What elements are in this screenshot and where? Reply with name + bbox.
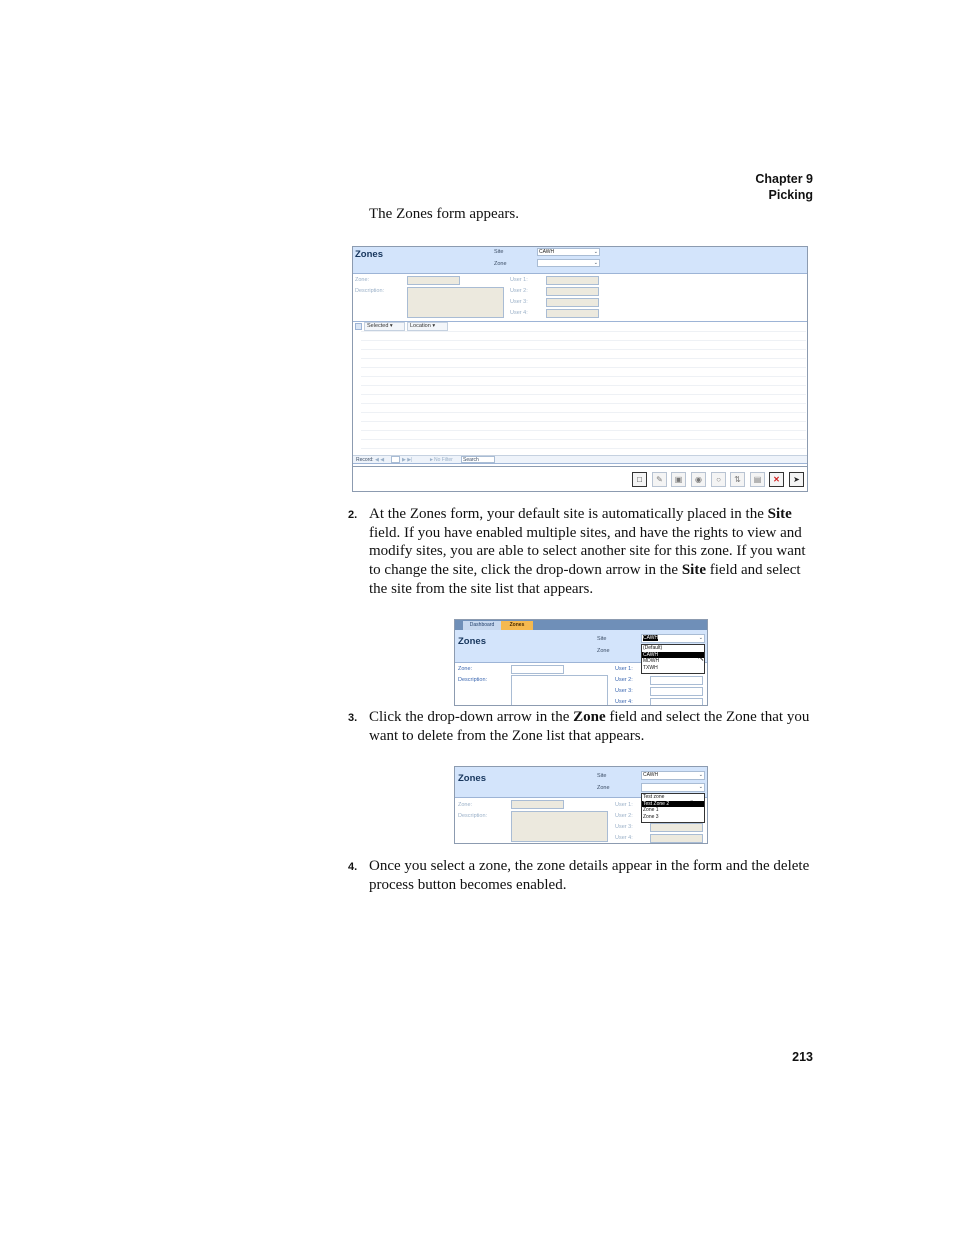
zones-form-screenshot: [352, 246, 808, 492]
process-icon[interactable]: ◉: [691, 472, 706, 487]
save-icon[interactable]: ▣: [671, 472, 686, 487]
zone-option[interactable]: Test zone: [643, 794, 665, 800]
user3-input[interactable]: [650, 687, 703, 696]
zone-label: Zone: [597, 648, 610, 654]
zone-input[interactable]: [407, 276, 460, 285]
form-title: Zones: [458, 636, 486, 647]
record-label: Record:: [356, 457, 374, 463]
user3-label: User 3:: [615, 688, 633, 694]
user2-label: User 2:: [615, 813, 633, 819]
new-icon[interactable]: □: [632, 472, 647, 487]
site-label: Site: [597, 636, 607, 642]
section-label: Picking: [768, 188, 813, 202]
user3-label: User 3:: [510, 299, 528, 305]
copy-icon[interactable]: ⇅: [730, 472, 745, 487]
step-text: At the Zones form, your default site is automatically placed in the Site field. If you have enabled multiple sites, and have the rights to view and modify sites, you are able to select another site for this zone. If you want to change the site, click the drop-down arrow in the Site field and select the site from the site list that appears.: [369, 506, 806, 597]
zone-input[interactable]: [511, 800, 564, 809]
select-all-checkbox[interactable]: [355, 323, 362, 330]
site-options-list[interactable]: [641, 644, 705, 674]
user4-input[interactable]: [546, 309, 599, 318]
record-nav-next[interactable]: ▶ ▶|: [402, 457, 413, 463]
column-header-selected[interactable]: Selected ▾: [364, 322, 405, 331]
user4-input[interactable]: [650, 698, 703, 706]
user3-label: User 3:: [615, 824, 633, 830]
zone-dropdown-screenshot: [454, 766, 708, 844]
user2-input[interactable]: [650, 676, 703, 685]
site-option[interactable]: (Default): [643, 645, 663, 651]
description-label: Description:: [355, 288, 385, 294]
step-4: [348, 857, 818, 894]
step-number: 4.: [348, 861, 358, 873]
site-option[interactable]: MDWH: [643, 658, 660, 664]
zone-select[interactable]: [537, 259, 600, 267]
print-icon[interactable]: ▤: [750, 472, 765, 487]
tab-dashboard[interactable]: Dashboard: [463, 621, 501, 630]
user4-label: User 4:: [510, 310, 528, 316]
zone-label: Zone: [597, 785, 610, 791]
user2-label: User 2:: [615, 677, 633, 683]
zone-field-label: Zone:: [458, 802, 473, 808]
step-number: 3.: [348, 712, 358, 724]
user2-label: User 2:: [510, 288, 528, 294]
user1-input[interactable]: [546, 276, 599, 285]
zone-option[interactable]: Zone 1: [643, 807, 659, 813]
record-navigator: [353, 455, 807, 464]
zone-input[interactable]: [511, 665, 564, 674]
step-text: Click the drop-down arrow in the Zone field and select the Zone that you want to delete from the Zone list that appears.: [369, 709, 810, 744]
user4-input[interactable]: [650, 834, 703, 843]
zone-option[interactable]: Test Zone 2: [642, 801, 704, 808]
search-input[interactable]: Search: [461, 456, 495, 463]
chevron-down-icon[interactable]: ⌄: [698, 635, 703, 641]
chevron-down-icon[interactable]: ⌄: [593, 249, 598, 255]
site-label: Site: [494, 249, 504, 255]
column-header-location[interactable]: Location ▾: [407, 322, 448, 331]
step-2: [348, 505, 818, 599]
page-number: 213: [792, 1050, 813, 1064]
exit-icon[interactable]: ➤: [789, 472, 804, 487]
no-filter-indicator[interactable]: ►No Filter: [429, 457, 453, 463]
step-3: [348, 708, 818, 745]
site-label: Site: [597, 773, 607, 779]
record-nav-buttons[interactable]: ◀ ◀: [375, 457, 385, 463]
edit-icon[interactable]: ✎: [652, 472, 667, 487]
site-select[interactable]: CAWH ⌄: [539, 249, 598, 255]
site-select[interactable]: CAWH ⌄: [643, 635, 703, 641]
user3-input[interactable]: [546, 298, 599, 307]
user2-input[interactable]: [546, 287, 599, 296]
zone-select[interactable]: [641, 783, 705, 792]
refresh-icon[interactable]: ○: [711, 472, 726, 487]
chapter-label: Chapter 9: [755, 172, 813, 186]
description-input[interactable]: [511, 675, 608, 706]
intro-text: The Zones form appears.: [369, 206, 519, 222]
zone-label: Zone: [494, 261, 507, 267]
user1-label: User 1:: [510, 277, 528, 283]
mouse-cursor-icon: ↖: [689, 798, 697, 808]
site-dropdown-screenshot: [454, 619, 708, 706]
description-label: Description:: [458, 677, 488, 683]
site-select[interactable]: CAWH ⌄: [643, 772, 703, 778]
site-option[interactable]: CAWH: [642, 652, 704, 659]
chevron-down-icon[interactable]: ⌄: [593, 260, 598, 266]
user3-input[interactable]: [650, 823, 703, 832]
form-title: Zones: [458, 773, 486, 784]
step-text: Once you select a zone, the zone details appear in the form and the delete process button becomes enabled.: [369, 858, 810, 893]
user4-label: User 4:: [615, 835, 633, 841]
description-input[interactable]: [407, 287, 504, 318]
description-label: Description:: [458, 813, 488, 819]
mouse-cursor-icon: ↖: [697, 653, 705, 663]
tab-zones[interactable]: Zones: [501, 621, 533, 630]
zone-field-label: Zone:: [458, 666, 473, 672]
site-option[interactable]: TXWH: [643, 664, 658, 671]
form-title: Zones: [355, 249, 383, 260]
user1-label: User 1:: [615, 666, 633, 672]
delete-icon[interactable]: ✕: [769, 472, 784, 487]
chevron-down-icon[interactable]: ⌄: [698, 772, 703, 778]
zone-field-label: Zone:: [355, 277, 370, 283]
record-number-input[interactable]: [391, 456, 400, 463]
step-number: 2.: [348, 509, 358, 521]
user1-label: User 1:: [615, 802, 633, 808]
chevron-down-icon[interactable]: ⌄: [698, 784, 703, 790]
user4-label: User 4:: [615, 699, 633, 705]
data-grid: [361, 331, 806, 455]
description-input[interactable]: [511, 811, 608, 842]
zone-option[interactable]: Zone 3: [643, 813, 659, 820]
